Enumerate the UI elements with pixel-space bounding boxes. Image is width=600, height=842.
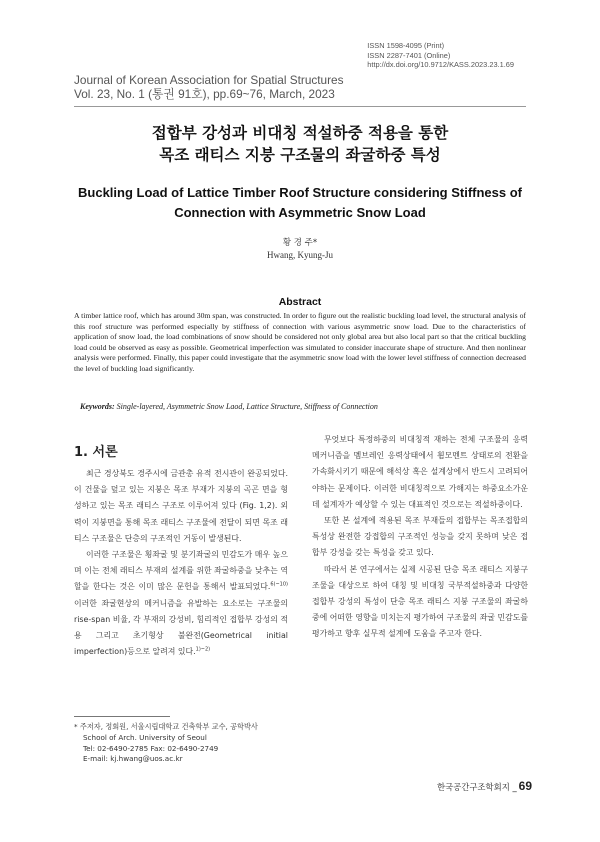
page-footer xyxy=(437,779,532,793)
issn-online: ISSN 2287-7401 (Online) xyxy=(367,50,451,60)
volume-info: Vol. 23, No. 1 (통권 91호), pp.69~76, March, 2023 xyxy=(74,87,335,101)
title-english xyxy=(60,183,540,223)
footnote-email[interactable]: E-mail: kj.hwang@uos.ac.kr xyxy=(83,754,183,764)
paragraph: 최근 경상북도 경주시에 금관총 유적 전시관이 완공되었다. 이 건물을 덮고 있는 지붕은 목조 부재가 지붕의 곡곤 면을 형성하고 있는 목조 래티스 구조로 이루어져 있다 (Fig. 1,2). 외력이 지붕면을 통해 목조 래티스 구조물에 전달이 되면 목조 래티스 구조물은 단층의 구조적인 거동이 발생된다. xyxy=(74,469,288,543)
title-english-line1: Buckling Load of Lattice Timber Roof Structure considering Stiffness of xyxy=(78,185,522,200)
title-korean-line2: 목조 래티스 지붕 구조물의 좌굴하중 특성 xyxy=(159,146,441,164)
page-number: 69 xyxy=(518,779,532,793)
title-english-line2: Connection with Asymmetric Snow Load xyxy=(174,205,426,220)
keywords-label: Keywords: xyxy=(80,402,115,411)
journal-name: Journal of Korean Association for Spatial Structures xyxy=(74,73,344,87)
paragraph: 따라서 본 연구에서는 실제 시공된 단층 목조 래티스 지붕구조물을 대상으로 하여 대칭 및 비대칭 국부적설하중과 다양한 접합부 강성의 특성이 단층 목조 래티스 지붕 구조물의 좌굴하중에 어떠한 영향을 미치는지 평가하여 구조물의 좌굴 민감도를 평가하고 향후 실무적 설계에 도움을 주고자 한다. xyxy=(312,564,528,639)
section-heading: 1. 서론 xyxy=(74,445,118,460)
issn-block xyxy=(367,41,514,70)
issn-print: ISSN 1598-4095 (Print) xyxy=(367,41,445,50)
abstract-text: A timber lattice roof, which has around 30m span, was constructed. In order to figure out the realistic buckling load level, the structural analysis of this roof structure was performed especially by stiffness of connection with various asymmetric snow load. Due to the characteristics of application of snow load, the load combinations of snow should be considered not only global area but also local part so that the critical buckling load could be observed as easy as possible. Geometrical imperfection was simulated to consider inaccurate shape of structure. And then nonlinear analysis were performed. Finally, this paper could investigate that the asymmetric snow load with the lower level stiffness of connection decreased the level of buckling load significantly. xyxy=(74,311,526,373)
journal-header xyxy=(74,73,344,101)
citation: 1)~2) xyxy=(195,646,211,653)
author-english: Hwang, Kyung-Ju xyxy=(267,250,333,260)
footnote-line: School of Arch. University of Seoul xyxy=(83,732,207,742)
footnote-line: Tel: 02-6490-2785 Fax: 02-6490-2749 xyxy=(83,743,219,753)
title-korean xyxy=(60,122,540,166)
paragraph: 또한 본 설계에 적용된 목조 부재들의 접합부는 목조접합의 특성상 완전한 강접합의 구조적인 성능을 갖지 못하며 낮은 접합부 강성을 갖는 특성을 갖고 있다. xyxy=(312,516,528,558)
author-korean: 황 경 주* xyxy=(282,238,318,248)
keywords-line xyxy=(80,402,532,411)
doi-link[interactable]: http://dx.doi.org/10.9712/KASS.2023.23.1.69 xyxy=(367,60,514,70)
paragraph xyxy=(74,547,288,660)
footer-journal: 한국공간구조학회지 _ xyxy=(436,782,517,792)
footnote-divider xyxy=(74,716,170,717)
keywords-text: Single-layered, Asymmetric Snow Laod, Lattice Structure, Stiffness of Connection xyxy=(114,402,378,411)
abstract-heading: Abstract xyxy=(278,296,322,308)
right-column xyxy=(312,432,528,643)
left-column xyxy=(74,466,288,660)
paragraph-text: 이러한 구조물은 횡좌굴 및 분기좌굴의 민감도가 매우 높으며 이는 전체 래티스 부재의 설계를 위한 좌굴하중을 낮추는 역할을 한다는 것은 이미 많은 문헌을 통해서 발표되었다. xyxy=(74,550,288,592)
header-divider xyxy=(74,106,526,107)
footnote xyxy=(74,722,314,765)
citation: 6)~10) xyxy=(270,581,288,588)
title-korean-line1: 접합부 강성과 비대칭 적설하중 적용을 통한 xyxy=(151,124,449,142)
footnote-line: * 주저자, 정회원, 서울시립대학교 건축학부 교수, 공학박사 xyxy=(74,722,258,731)
paragraph-text: 이러한 좌굴현상의 메커니즘을 유발하는 요소로는 구조물의 rise-span 비율, 각 부재의 강성비, 힘리적인 접합부 강성의 적용 그리고 초기형상 불완전(Geometrical initial imperfection)등으로 알려져 있다. xyxy=(74,598,288,657)
paragraph: 무엇보다 특정하중의 비대칭적 재하는 전체 구조물의 응력 메커니즘을 멤브레인 응력상태에서 휨모멘트 상태로의 전환을 가속화시키기 때문에 해석상 혹은 설계상에서 반드시 고려되어야하는 문제이다. 이러한 비대칭적으로 가해지는 하중요소가운데 설계자가 예상할 수 있는 대표적인 것으로는 적설하중이다. xyxy=(312,435,528,509)
